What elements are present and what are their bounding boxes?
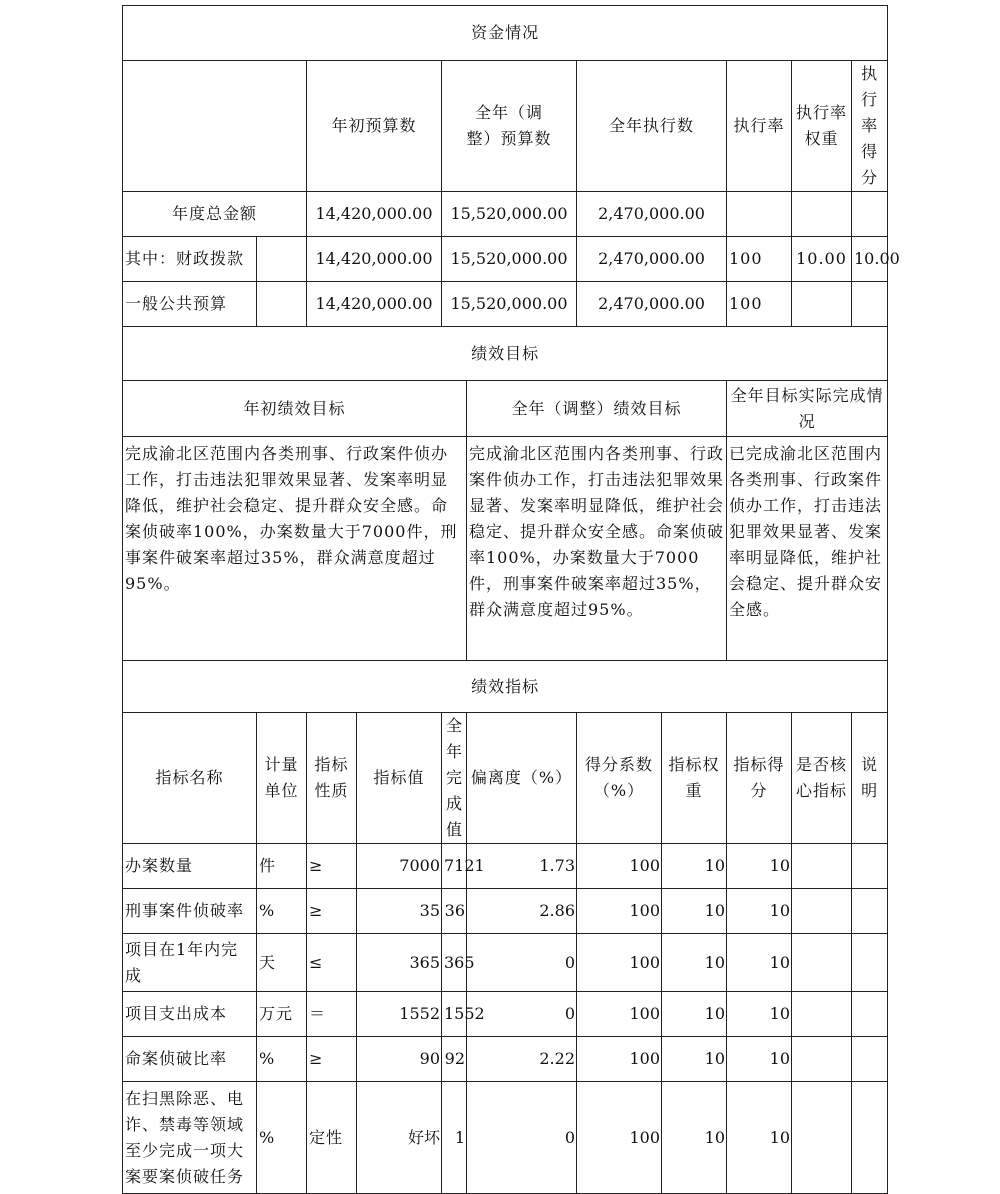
ind-nature: ≤ (307, 934, 357, 992)
indicator-row (123, 1082, 888, 1194)
ind-deviation: 2.86 (467, 889, 577, 934)
fund-row (123, 282, 888, 327)
ind-header-unit: 计量单位 (257, 713, 307, 844)
ind-weight: 10 (662, 1037, 727, 1082)
ind-note (852, 889, 888, 934)
fund-row-adjusted: 15,520,000.00 (442, 282, 577, 327)
goals-header-adjusted: 全年（调整）绩效目标 (467, 381, 727, 437)
ind-coef: 100 (577, 1037, 662, 1082)
ind-note (852, 992, 888, 1037)
fund-header-blank (123, 61, 307, 192)
fund-row-score: 10.00 (852, 237, 888, 282)
fund-row-initial: 14,420,000.00 (307, 192, 442, 237)
ind-score: 10 (727, 1082, 792, 1194)
ind-unit: 万元 (257, 992, 307, 1037)
ind-target: 好坏 (357, 1082, 442, 1194)
indicators-section-title: 绩效指标 (123, 661, 888, 713)
goals-adjusted-text: 完成渝北区范围内各类刑事、行政案件侦办工作，打击违法犯罪效果显著、发案率明显降低，维护社会稳定、提升群众安全感。命案侦破率100%，办案数量大于7000件，刑事案件破案率超过35%，群众满意度超过95%。 (467, 437, 727, 661)
ind-target: 365 (357, 934, 442, 992)
ind-note (852, 934, 888, 992)
goals-header-actual: 全年目标实际完成情况 (727, 381, 888, 437)
ind-unit: 天 (257, 934, 307, 992)
ind-score: 10 (727, 844, 792, 889)
ind-actual: 36 (442, 889, 467, 934)
fund-row-score (852, 192, 888, 237)
ind-target: 7000 (357, 844, 442, 889)
fund-row-label-blank (257, 237, 307, 282)
ind-header-actual: 全年完成值 (442, 713, 467, 844)
ind-note (852, 1037, 888, 1082)
fund-header-executed: 全年执行数 (577, 61, 727, 192)
fund-header-rate-score: 执行率 得分 (852, 61, 888, 192)
fund-row-adjusted: 15,520,000.00 (442, 192, 577, 237)
ind-weight: 10 (662, 934, 727, 992)
ind-core (792, 889, 852, 934)
ind-deviation: 1.73 (467, 844, 577, 889)
ind-name: 刑事案件侦破率 (123, 889, 257, 934)
performance-table (122, 5, 900, 1194)
ind-coef: 100 (577, 889, 662, 934)
indicator-row (123, 1037, 888, 1082)
fund-header-rate: 执行率 (727, 61, 792, 192)
fund-header-initial: 年初预算数 (307, 61, 442, 192)
goals-section-title: 绩效目标 (123, 327, 888, 381)
indicator-row (123, 889, 888, 934)
ind-coef: 100 (577, 1082, 662, 1194)
fund-row-rate: 100 (727, 237, 792, 282)
ind-nature: 定性 (307, 1082, 357, 1194)
ind-name: 项目支出成本 (123, 992, 257, 1037)
ind-unit: % (257, 1082, 307, 1194)
ind-header-weight: 指标权重 (662, 713, 727, 844)
ind-nature: ≥ (307, 1037, 357, 1082)
fund-header-rate-weight: 执行率 权重 (792, 61, 852, 192)
ind-coef: 100 (577, 992, 662, 1037)
ind-core (792, 992, 852, 1037)
ind-nature: ≥ (307, 844, 357, 889)
ind-coef: 100 (577, 844, 662, 889)
ind-deviation: 0 (467, 934, 577, 992)
ind-header-nature: 指标性质 (307, 713, 357, 844)
indicator-row (123, 844, 888, 889)
fund-row-initial: 14,420,000.00 (307, 282, 442, 327)
ind-target: 35 (357, 889, 442, 934)
ind-name: 项目在1年内完成 (123, 934, 257, 992)
fund-row (123, 192, 888, 237)
ind-header-core: 是否核心指标 (792, 713, 852, 844)
ind-core (792, 844, 852, 889)
ind-actual: 92 (442, 1037, 467, 1082)
fund-row-weight: 10.00 (792, 237, 852, 282)
ind-actual: 1552 (442, 992, 467, 1037)
fund-row-initial: 14,420,000.00 (307, 237, 442, 282)
goals-actual-text: 已完成渝北区范围内各类刑事、行政案件侦办工作，打击违法犯罪效果显著、发案率明显降低，维护社会稳定、提升群众安全感。 (727, 437, 888, 661)
fund-row-executed: 2,470,000.00 (577, 282, 727, 327)
fund-row-label: 其中：财政拨款 (123, 237, 257, 282)
ind-weight: 10 (662, 992, 727, 1037)
ind-weight: 10 (662, 889, 727, 934)
ind-header-target: 指标值 (357, 713, 442, 844)
fund-row-score (852, 282, 888, 327)
ind-deviation: 2.22 (467, 1037, 577, 1082)
ind-header-coef: 得分系数（%） (577, 713, 662, 844)
ind-weight: 10 (662, 1082, 727, 1194)
fund-row-weight (792, 282, 852, 327)
ind-core (792, 934, 852, 992)
ind-note (852, 844, 888, 889)
ind-nature: ＝ (307, 992, 357, 1037)
ind-header-name: 指标名称 (123, 713, 257, 844)
ind-header-note: 说明 (852, 713, 888, 844)
ind-score: 10 (727, 889, 792, 934)
ind-coef: 100 (577, 934, 662, 992)
fund-row-executed: 2,470,000.00 (577, 192, 727, 237)
ind-weight: 10 (662, 844, 727, 889)
ind-header-deviation: 偏离度（%） (467, 713, 577, 844)
ind-core (792, 1037, 852, 1082)
ind-note (852, 1082, 888, 1194)
ind-deviation: 0 (467, 1082, 577, 1194)
fund-row (123, 237, 888, 282)
ind-actual: 365 (442, 934, 467, 992)
ind-name: 办案数量 (123, 844, 257, 889)
fund-row-label: 年度总金额 (123, 192, 307, 237)
fund-section-title: 资金情况 (123, 6, 888, 61)
fund-row-rate: 100 (727, 282, 792, 327)
ind-name: 在扫黑除恶、电诈、禁毒等领域至少完成一项大案要案侦破任务 (123, 1082, 257, 1194)
ind-nature: ≥ (307, 889, 357, 934)
ind-unit: 件 (257, 844, 307, 889)
indicator-row (123, 992, 888, 1037)
fund-row-weight (792, 192, 852, 237)
ind-unit: % (257, 889, 307, 934)
ind-unit: % (257, 1037, 307, 1082)
ind-name: 命案侦破比率 (123, 1037, 257, 1082)
fund-header-adjusted: 全年（调 整）预算数 (442, 61, 577, 192)
ind-core (792, 1082, 852, 1194)
ind-header-score: 指标得分 (727, 713, 792, 844)
ind-target: 1552 (357, 992, 442, 1037)
ind-score: 10 (727, 992, 792, 1037)
indicator-row (123, 934, 888, 992)
ind-score: 10 (727, 934, 792, 992)
ind-actual: 1 (442, 1082, 467, 1194)
fund-row-label-blank (257, 282, 307, 327)
ind-actual: 7121 (442, 844, 467, 889)
ind-deviation: 0 (467, 992, 577, 1037)
fund-row-adjusted: 15,520,000.00 (442, 237, 577, 282)
ind-score: 10 (727, 1037, 792, 1082)
goals-header-initial: 年初绩效目标 (123, 381, 467, 437)
fund-row-label: 一般公共预算 (123, 282, 257, 327)
ind-target: 90 (357, 1037, 442, 1082)
fund-row-rate (727, 192, 792, 237)
fund-row-executed: 2,470,000.00 (577, 237, 727, 282)
goals-initial-text: 完成渝北区范围内各类刑事、行政案件侦办工作，打击违法犯罪效果显著、发案率明显降低，维护社会稳定、提升群众安全感。命案侦破率100%，办案数量大于7000件，刑事案件破案率超过35%，群众满意度超过95%。 (123, 437, 467, 661)
